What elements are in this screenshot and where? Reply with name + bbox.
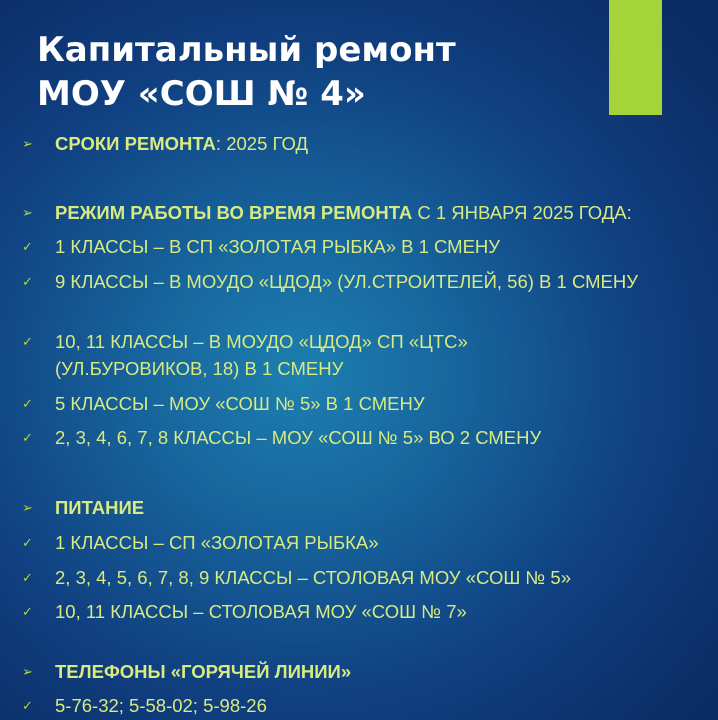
terms-value: : 2025 ГОД (215, 133, 308, 154)
list-item (22, 390, 702, 417)
terms-section (22, 130, 702, 157)
list-item (22, 233, 702, 260)
title-line-1: Капитальный ремонт (37, 30, 456, 70)
mode-item-text: 1 КЛАССЫ – В СП «ЗОЛОТАЯ РЫБКА» В 1 СМЕНУ (55, 236, 501, 257)
list-item (22, 564, 702, 591)
check-bullet-icon: ✓ (22, 430, 33, 445)
mode-item-text: 10, 11 КЛАССЫ – В МОУДО «ЦДОД» СП «ЦТС» (УЛ.БУРОВИКОВ, 18) В 1 СМЕНУ (55, 331, 468, 379)
slide-title (37, 28, 456, 116)
check-bullet-icon: ✓ (22, 239, 33, 254)
title-line-2: МОУ «СОШ № 4» (37, 74, 366, 114)
mode-start-date: С 1 ЯНВАРЯ 2025 ГОДА: (412, 202, 632, 223)
accent-bar (609, 0, 662, 115)
mode-heading: РЕЖИМ РАБОТЫ ВО ВРЕМЯ РЕМОНТА (55, 202, 413, 223)
arrow-bullet-icon: ➢ (22, 136, 33, 151)
food-item-text: 10, 11 КЛАССЫ – СТОЛОВАЯ МОУ «СОШ № 7» (55, 601, 467, 622)
hotline-heading: ТЕЛЕФОНЫ «ГОРЯЧЕЙ ЛИНИИ» (55, 661, 352, 682)
hotline-numbers: 5-76-32; 5-58-02; 5-98-26 (55, 695, 267, 716)
list-item (22, 598, 702, 625)
check-bullet-icon: ✓ (22, 396, 33, 411)
list-item (22, 268, 702, 295)
check-bullet-icon: ✓ (22, 535, 33, 550)
check-bullet-icon: ✓ (22, 698, 33, 713)
food-item-text: 2, 3, 4, 5, 6, 7, 8, 9 КЛАССЫ – СТОЛОВАЯ МОУ «СОШ № 5» (55, 567, 571, 588)
hotline-section (22, 658, 702, 685)
arrow-bullet-icon: ➢ (22, 500, 33, 515)
check-bullet-icon: ✓ (22, 570, 33, 585)
terms-heading: СРОКИ РЕМОНТА (55, 133, 216, 154)
food-heading: ПИТАНИЕ (55, 497, 145, 518)
mode-item-text: 5 КЛАССЫ – МОУ «СОШ № 5» В 1 СМЕНУ (55, 393, 425, 414)
mode-item-text: 2, 3, 4, 6, 7, 8 КЛАССЫ – МОУ «СОШ № 5» ВО 2 СМЕНУ (55, 427, 542, 448)
check-bullet-icon: ✓ (22, 604, 33, 619)
list-item (22, 328, 702, 382)
food-item-text: 1 КЛАССЫ – СП «ЗОЛОТАЯ РЫБКА» (55, 532, 379, 553)
list-item (22, 424, 702, 451)
check-bullet-icon: ✓ (22, 274, 33, 289)
mode-item-text: 9 КЛАССЫ – В МОУДО «ЦДОД» (УЛ.СТРОИТЕЛЕЙ, 56) В 1 СМЕНУ (55, 271, 638, 292)
list-item (22, 692, 702, 719)
mode-section (22, 199, 702, 226)
arrow-bullet-icon: ➢ (22, 664, 33, 679)
arrow-bullet-icon: ➢ (22, 205, 33, 220)
list-item (22, 529, 702, 556)
food-section (22, 494, 702, 521)
check-bullet-icon: ✓ (22, 334, 33, 349)
